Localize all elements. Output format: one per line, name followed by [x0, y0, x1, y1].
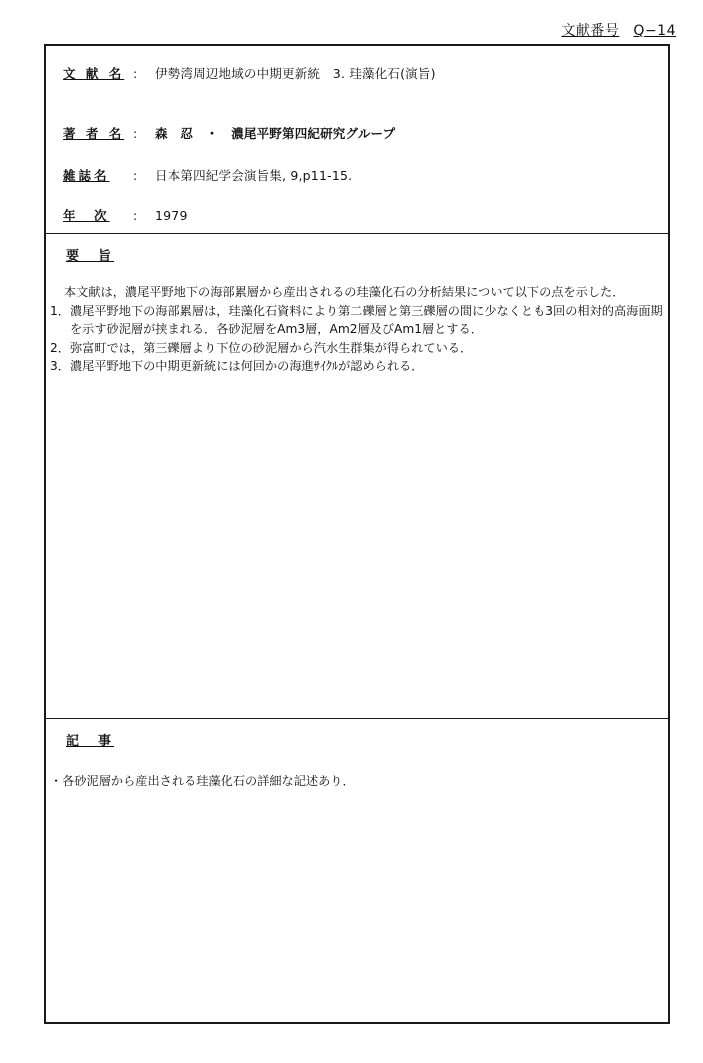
document-frame — [44, 44, 670, 1024]
notes-heading: 記 事 — [66, 734, 115, 749]
summary-item-number: 3． — [50, 359, 70, 373]
summary-body — [50, 283, 666, 376]
summary-section — [46, 233, 668, 719]
bibliography-section — [46, 46, 668, 234]
summary-item-number: 1． — [50, 303, 70, 318]
journal-value: 日本第四紀学会演旨集, 9,p11-15. — [155, 168, 353, 183]
document-number-label: 文献番号 — [561, 23, 620, 39]
summary-item — [50, 339, 666, 358]
summary-item — [50, 357, 666, 376]
journal-label: 雑誌名 — [63, 168, 110, 183]
document-number-code: Q−14 — [633, 23, 676, 39]
summary-intro: 本文献は，濃尾平野地下の海部累層から産出されるの珪藻化石の分析結果について以下の点を示した． — [64, 285, 625, 299]
document-number — [561, 20, 676, 40]
title-field — [63, 64, 436, 82]
journal-colon: : — [133, 168, 138, 183]
author-field — [63, 124, 395, 142]
notes-body — [50, 772, 664, 790]
year-colon: : — [133, 208, 138, 223]
summary-item-text: 濃尾平野地下の海部累層は，珪藻化石資料により第二礫層と第三礫層の間に少なくとも3回の相対的高海面期を示す砂泥層が挟まれる．各砂泥層をAm3層，Am2層及びAm1層とする． — [69, 303, 663, 336]
author-value: 森 忍 ・ 濃尾平野第四紀研究グループ — [155, 126, 396, 141]
summary-item-number: 2． — [50, 340, 70, 355]
summary-item-text: 濃尾平野地下の中期更新統には何回かの海進ｻｲｸﾙが認められる． — [69, 359, 424, 373]
author-label: 著 者 名 — [63, 126, 125, 141]
title-colon: : — [133, 66, 138, 81]
year-field — [63, 206, 188, 224]
title-label: 文 献 名 — [63, 66, 125, 81]
journal-field — [63, 166, 352, 184]
summary-item-text: 弥富町では，第三礫層より下位の砂泥層から汽水生群集が得られている． — [69, 340, 473, 355]
title-value: 伊勢湾周辺地域の中期更新統 3. 珪藻化石(演旨) — [155, 66, 436, 81]
notes-item: ・各砂泥層から産出される珪藻化石の詳細な記述あり． — [50, 774, 355, 788]
author-colon: : — [133, 126, 138, 141]
year-value: 1979 — [155, 208, 188, 223]
summary-heading: 要 旨 — [66, 249, 115, 264]
summary-item — [50, 302, 666, 339]
notes-section — [46, 718, 668, 1022]
year-label: 年 次 — [63, 208, 110, 223]
